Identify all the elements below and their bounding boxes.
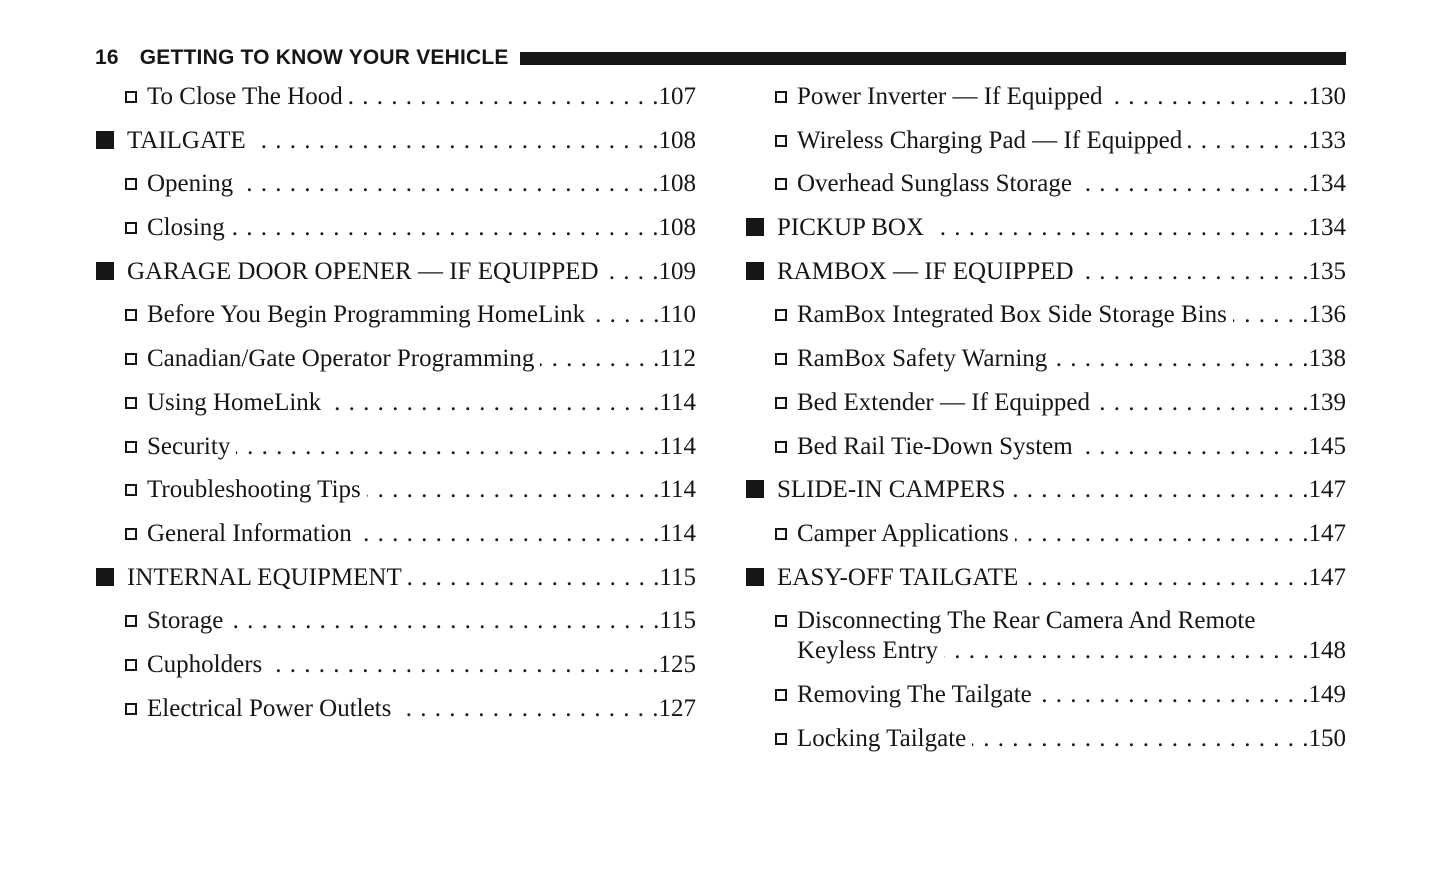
toc-entry[interactable] [745,119,1346,163]
dot-leader [236,425,659,469]
filled-square-icon [96,262,114,280]
page-number: 16 [95,46,119,69]
dot-leader [1015,512,1309,556]
open-square-icon [775,353,787,365]
toc-entry[interactable] [745,425,1346,469]
dot-leader [1188,119,1308,163]
open-square-icon [775,91,787,103]
open-square-icon [125,528,137,540]
open-square-icon [775,615,787,627]
toc-entry-page: 136 [1308,301,1346,329]
toc-entry[interactable] [95,206,696,250]
toc-entry-page: 114 [659,476,696,504]
toc-entry-page: 108 [658,170,696,198]
toc-entry-page: 147 [1308,476,1346,504]
toc-entry-page: 109 [658,257,696,285]
toc-entry[interactable] [95,337,696,381]
toc-entry[interactable] [95,556,696,600]
toc-entry-label: Security [147,432,231,460]
toc-entry[interactable] [745,512,1346,556]
toc-entry-page: 107 [658,83,696,110]
toc-entry-label: Power Inverter — If Equipped [797,83,1103,110]
dot-leader [1108,75,1308,119]
filled-square-icon [746,218,764,236]
open-square-icon [125,309,137,321]
toc-entry-label: Overhead Sunglass Storage [797,170,1072,198]
toc-entry[interactable] [745,381,1346,425]
toc-entry[interactable] [95,599,696,643]
open-square-icon [775,178,787,190]
toc-entry-label: Removing The Tailgate [797,681,1032,709]
toc-entry[interactable] [95,687,696,731]
open-square-icon [125,615,137,627]
toc-entry-page: 134 [1308,214,1346,242]
open-square-icon [775,135,787,147]
open-square-icon [125,397,137,409]
toc-entry-label: Troubleshooting Tips [147,476,361,504]
toc-entry-label: Canadian/Gate Operator Programming [147,345,535,373]
toc-entry-label: Bed Extender — If Equipped [797,388,1090,416]
section-title: GETTING TO KNOW YOUR VEHICLE [139,46,509,69]
toc-entry-label: SLIDE-IN CAMPERS [777,476,1006,504]
toc-entry-page: 110 [659,301,696,329]
open-square-icon [125,659,137,671]
dot-leader [944,636,1309,666]
toc-entry[interactable] [95,468,696,512]
toc-entry-label: Storage [147,607,224,635]
dot-leader [327,381,659,425]
toc-entry[interactable] [745,673,1346,717]
toc-entry-label: INTERNAL EQUIPMENT [127,563,402,591]
toc-entry[interactable] [95,293,696,337]
open-square-icon [125,703,137,715]
dot-leader [252,119,659,163]
toc-entry-label: Opening [147,170,234,198]
toc-entry[interactable] [95,381,696,425]
toc-entry-label: Closing [147,214,225,242]
filled-square-icon [746,568,764,586]
toc-entry-label: GARAGE DOOR OPENER — IF EQUIPPED [127,257,599,285]
dot-leader [1012,468,1309,512]
open-square-icon [125,178,137,190]
toc-entry-page: 148 [1308,637,1346,665]
open-square-icon [125,353,137,365]
open-square-icon [775,733,787,745]
dot-leader [239,162,658,206]
toc-entry-page: 133 [1308,126,1346,154]
toc-entry[interactable] [745,337,1346,381]
toc-entry-label: EASY-OFF TAILGATE [777,563,1019,591]
dot-leader [397,687,658,731]
toc-entry-page: 145 [1308,432,1346,460]
open-square-icon [775,689,787,701]
dot-leader [605,250,659,294]
toc-entry[interactable] [745,250,1346,294]
toc-entry-page: 139 [1308,388,1346,416]
toc-entry-page: 147 [1308,563,1346,591]
toc-entry[interactable] [745,599,1346,673]
toc-entry[interactable] [95,162,696,206]
filled-square-icon [96,568,114,586]
toc-entry-label: Wireless Charging Pad — If Equipped [797,126,1183,154]
toc-entry[interactable] [95,512,696,556]
dot-leader [229,599,659,643]
dot-leader [231,206,659,250]
open-square-icon [775,309,787,321]
toc-entry[interactable] [95,119,696,163]
toc-entry-page: 150 [1308,724,1346,752]
toc-entry-page: 130 [1308,83,1346,110]
dot-leader [408,556,660,600]
toc-entry[interactable] [745,162,1346,206]
toc-entry[interactable] [95,425,696,469]
toc-entry-page: 127 [658,694,696,722]
dot-leader [349,75,659,119]
toc-entry-label: Camper Applications [797,519,1009,547]
toc-entry-page: 135 [1308,257,1346,285]
toc-entry[interactable] [745,556,1346,600]
toc-entry-label: Using HomeLink [147,388,322,416]
dot-leader [268,643,658,687]
toc-entry-label: Electrical Power Outlets [147,694,392,722]
toc-entry[interactable] [745,293,1346,337]
open-square-icon [125,484,137,496]
dot-leader [367,468,660,512]
toc-entry-label: Disconnecting The Rear Camera And Remote [797,607,1256,635]
toc-entry[interactable] [745,468,1346,512]
open-square-icon [775,441,787,453]
dot-leader [591,293,659,337]
toc-entry-page: 108 [658,126,696,154]
toc-entry[interactable] [745,717,1346,761]
toc-entry-label-line2: Keyless Entry [797,637,938,665]
dot-leader [1078,162,1309,206]
dot-leader [1080,250,1309,294]
toc-entry-label: RAMBOX — IF EQUIPPED [777,257,1074,285]
filled-square-icon [96,131,114,149]
toc-entry[interactable] [95,643,696,687]
toc-entry-label: Bed Rail Tie-Down System [797,432,1073,460]
toc-entry-label: RamBox Integrated Box Side Storage Bins [797,301,1227,329]
toc-entry-label: Locking Tailgate [797,724,967,752]
open-square-icon [125,441,137,453]
dot-leader [1233,293,1309,337]
dot-leader [1038,673,1309,717]
open-square-icon [125,91,137,103]
page-header [95,45,1346,71]
toc-entry-page: 114 [659,388,696,416]
toc-entry-label: Before You Begin Programming HomeLink [147,301,586,329]
toc-entry[interactable] [95,75,696,119]
toc-entry-label: TAILGATE [127,126,246,154]
open-square-icon [775,397,787,409]
toc-entry-page: 147 [1308,519,1346,547]
toc-entry[interactable] [745,206,1346,250]
header-bar [520,52,1346,65]
dot-leader [930,206,1308,250]
toc-entry-multiline [797,599,1346,673]
toc-entry-page: 149 [1308,681,1346,709]
dot-leader [1096,381,1309,425]
toc-entry-label: RamBox Safety Warning [797,345,1048,373]
filled-square-icon [746,480,764,498]
dot-leader [1053,337,1308,381]
toc-entry-page: 115 [659,607,696,635]
toc-entry-page: 125 [658,650,696,678]
toc-entry-page: 114 [659,432,696,460]
dot-leader [358,512,660,556]
toc-entry[interactable] [745,75,1346,119]
toc-entry-page: 112 [659,345,696,373]
toc-entry-page: 138 [1308,345,1346,373]
toc-column-left [95,75,696,730]
filled-square-icon [746,262,764,280]
dot-leader [1024,556,1308,600]
toc-entry[interactable] [95,250,696,294]
open-square-icon [775,528,787,540]
toc-entry-label: To Close The Hood [147,83,343,110]
open-square-icon [125,222,137,234]
toc-entry-page: 108 [658,214,696,242]
toc-entry-label: PICKUP BOX [777,214,925,242]
dot-leader [1079,425,1309,469]
dot-leader [540,337,659,381]
toc-entry-label: Cupholders [147,650,263,678]
toc-column-right [745,75,1346,761]
toc-entry-page: 134 [1308,170,1346,198]
toc-entry-label: General Information [147,519,352,547]
toc-entry-page: 114 [659,519,696,547]
dot-leader [972,717,1308,761]
toc-entry-page: 115 [659,563,696,591]
